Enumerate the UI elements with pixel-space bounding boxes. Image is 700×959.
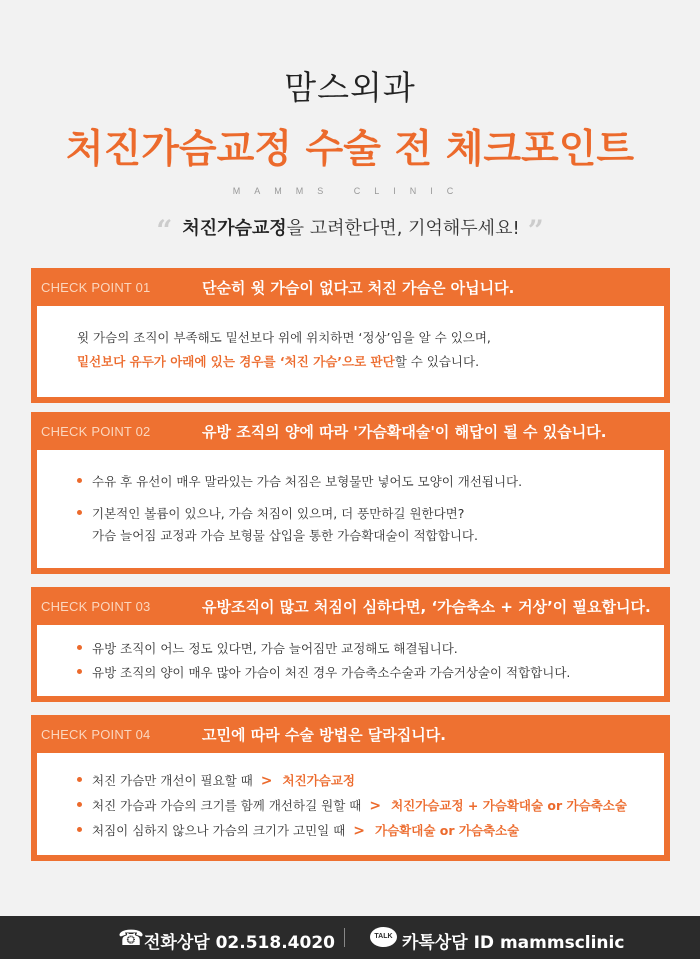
list-item bbox=[77, 504, 464, 522]
checkpoint-body bbox=[37, 625, 664, 696]
result-text: 처진가슴교정 bbox=[282, 773, 355, 788]
divider bbox=[344, 928, 345, 947]
body-text: 할 수 있습니다. bbox=[394, 354, 480, 369]
list-item bbox=[77, 639, 458, 657]
result-text: 가슴확대술 or 가슴축소술 bbox=[375, 823, 520, 838]
open-quote-icon: “ bbox=[156, 214, 173, 247]
phone-icon: ☎ bbox=[118, 926, 145, 950]
bullet-icon bbox=[77, 669, 82, 674]
checkpoint-title: 유방조직이 많고 처짐이 심하다면, ‘가슴축소 + 거상’이 필요합니다. bbox=[202, 598, 651, 616]
bullet-icon bbox=[77, 510, 82, 515]
checkpoint-card-3 bbox=[31, 587, 670, 702]
list-item-continued: 가슴 늘어짐 교정과 가슴 보형물 삽입을 통한 가슴확대술이 적합합니다. bbox=[92, 528, 478, 543]
checkpoint-header bbox=[32, 716, 669, 753]
chevron-right-icon: > bbox=[353, 823, 366, 839]
checkpoint-title: 유방 조직의 양에 따라 '가슴확대술'이 해답이 될 수 있습니다. bbox=[202, 423, 607, 441]
list-item-text: 기본적인 볼륨이 있으나, 가슴 처짐이 있으며, 더 풍만하길 원한다면? bbox=[92, 506, 465, 521]
quote-rest: 을 고려한다면, 기억해두세요! bbox=[286, 218, 520, 239]
result-text: 처진가슴교정 + 가슴확대술 or 가슴축소술 bbox=[391, 798, 627, 813]
checkpoint-label: CHECK POINT 02 bbox=[41, 424, 151, 439]
body-line: 윗 가슴의 조직이 부족해도 밑선보다 위에 위치하면 ‘정상’임을 알 수 있으며, bbox=[77, 330, 491, 345]
condition-text: 처진 가슴과 가슴의 크기를 함께 개선하길 원할 때 bbox=[92, 798, 362, 813]
checkpoint-header bbox=[32, 588, 669, 625]
checkpoint-header bbox=[32, 269, 669, 306]
body-line bbox=[77, 352, 479, 370]
checkpoint-header bbox=[32, 413, 669, 450]
clinic-name: 맘스외과 bbox=[284, 68, 416, 107]
checkpoint-title: 단순히 윗 가슴이 없다고 처진 가슴은 아닙니다. bbox=[202, 279, 515, 297]
bullet-icon bbox=[77, 478, 82, 483]
kakaotalk-icon: TALK bbox=[370, 927, 397, 947]
checkpoint-body bbox=[37, 450, 664, 568]
kakao-consult-link[interactable]: 카톡상담 ID mammsclinic bbox=[402, 933, 625, 953]
highlight-text: 밑선보다 유두가 아래에 있는 경우를 ‘처진 가슴’으로 판단 bbox=[77, 354, 395, 369]
list-item bbox=[77, 821, 519, 839]
bullet-icon bbox=[77, 827, 82, 832]
sub-brand: MAMMS CLINIC bbox=[232, 186, 468, 196]
condition-text: 처짐이 심하지 않으나 가슴의 크기가 고민일 때 bbox=[92, 823, 346, 838]
checkpoint-label: CHECK POINT 03 bbox=[41, 599, 151, 614]
checkpoint-body bbox=[37, 306, 664, 397]
quote-bold: 처진가슴교정 bbox=[182, 218, 287, 239]
list-item-text: 수유 후 유선이 매우 말라있는 가슴 처짐은 보형물만 넣어도 모양이 개선됩니다. bbox=[92, 474, 523, 489]
close-quote-icon: ” bbox=[527, 214, 544, 247]
checkpoint-label: CHECK POINT 01 bbox=[41, 280, 151, 295]
list-item bbox=[77, 796, 627, 814]
checkpoint-card-1 bbox=[31, 268, 670, 403]
chevron-right-icon: > bbox=[260, 773, 273, 789]
bullet-icon bbox=[77, 777, 82, 782]
list-item-text: 유방 조직이 어느 정도 있다면, 가슴 늘어짐만 교정해도 해결됩니다. bbox=[92, 641, 458, 656]
checkpoint-card-2 bbox=[31, 412, 670, 574]
list-item bbox=[77, 663, 570, 681]
chevron-right-icon: > bbox=[369, 798, 382, 814]
bullet-icon bbox=[77, 645, 82, 650]
list-item-text: 유방 조직의 양이 매우 많아 가슴이 처진 경우 가슴축소수술과 가슴거상술이 적합합니다. bbox=[92, 665, 571, 680]
list-item bbox=[77, 472, 522, 490]
footer bbox=[0, 916, 700, 959]
page-title: 처진가슴교정 수술 전 체크포인트 bbox=[65, 127, 635, 172]
checkpoint-label: CHECK POINT 04 bbox=[41, 727, 151, 742]
checkpoint-body bbox=[37, 753, 664, 855]
bullet-icon bbox=[77, 802, 82, 807]
quote-line bbox=[0, 214, 700, 247]
checkpoint-title: 고민에 따라 수술 방법은 달라집니다. bbox=[202, 726, 446, 744]
phone-consult-link[interactable]: 전화상담 02.518.4020 bbox=[144, 933, 335, 953]
condition-text: 처진 가슴만 개선이 필요할 때 bbox=[92, 773, 253, 788]
list-item bbox=[77, 771, 355, 789]
checkpoint-card-4 bbox=[31, 715, 670, 861]
